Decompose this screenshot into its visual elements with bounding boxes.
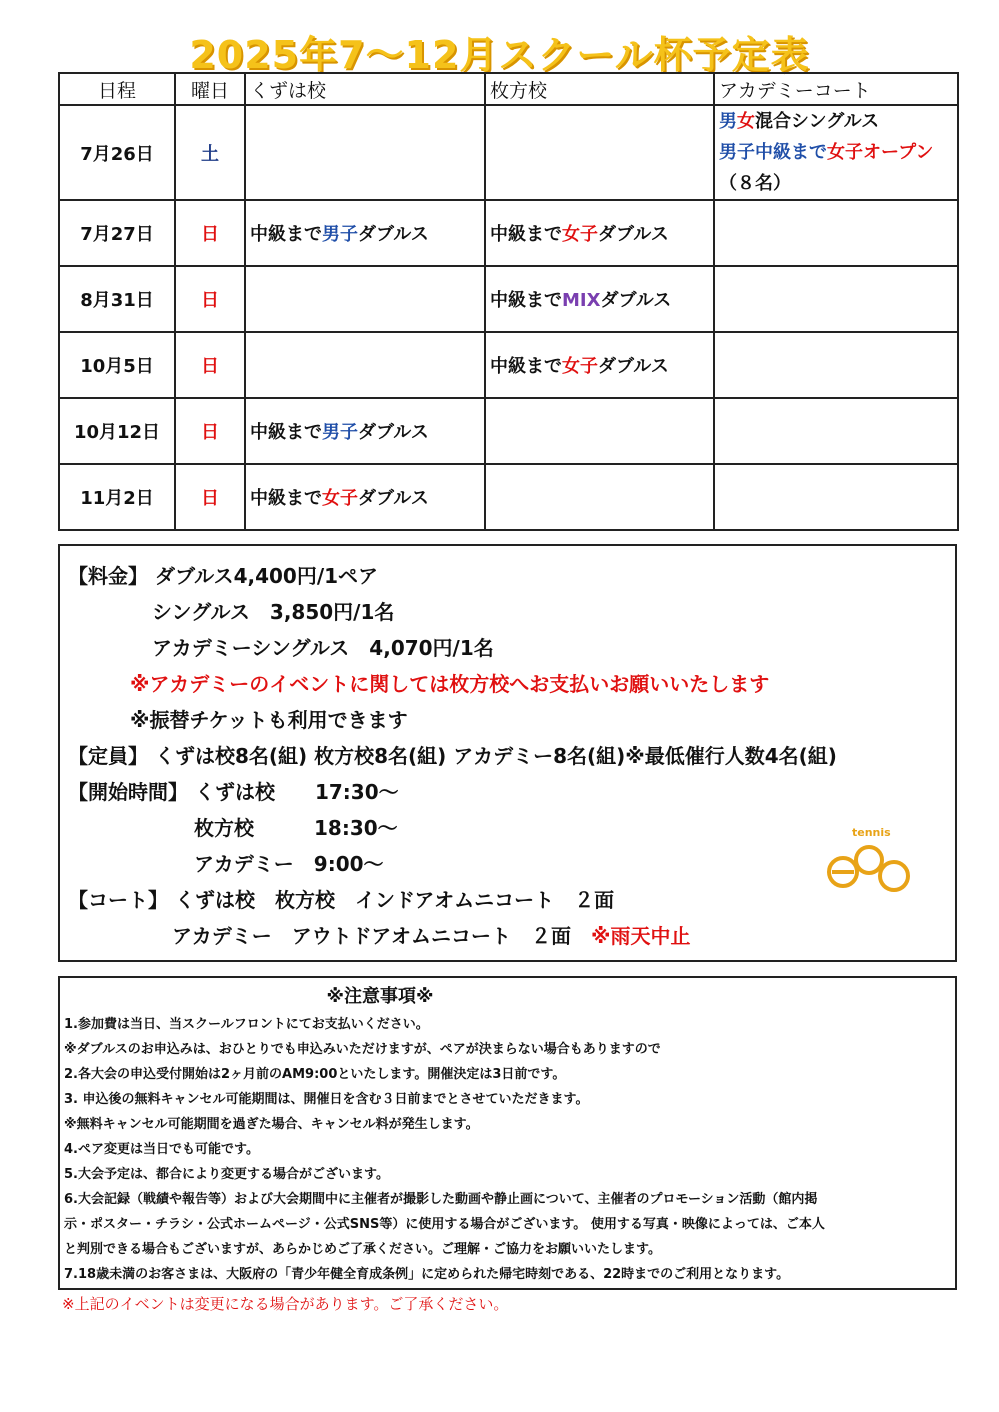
header-date: 日程 <box>59 73 175 105</box>
event-text: ダブルス <box>358 224 429 245</box>
row-hirakata <box>485 200 714 266</box>
court-indoor: 【コート】 くずは校 枚方校 インドアオムニコート ２面 <box>68 888 615 912</box>
row-hirakata <box>485 266 714 332</box>
event-text: 女子 <box>562 224 598 245</box>
event-text: ダブルス <box>358 422 429 443</box>
event-text: 中級まで <box>490 290 562 311</box>
row-academy <box>714 464 958 530</box>
logo-letter-g2 <box>880 862 908 890</box>
event-text: ダブルス <box>598 356 669 377</box>
capacity: 【定員】 くずは校8名(組) 枚方校8名(組) アカデミー8名(組)※最低催行人数4名(組) <box>68 744 837 768</box>
event-text: 男子中級まで <box>719 142 827 163</box>
row-date: 7月27日 <box>59 200 175 266</box>
court-outdoor-text: アカデミー アウトドアオムニコート ２面 <box>172 924 571 948</box>
fee-ticket-note: ※振替チケットも利用できます <box>130 708 408 732</box>
header-academy: アカデミーコート <box>714 73 958 105</box>
event-text: 男子 <box>322 422 358 443</box>
event-text: 女子 <box>562 356 598 377</box>
row-kuzuha <box>245 266 485 332</box>
row-academy <box>714 398 958 464</box>
table-header-row <box>59 73 958 105</box>
row-academy <box>714 200 958 266</box>
row-day: 日 <box>175 332 245 398</box>
event-text: 女子 <box>322 488 358 509</box>
logo-letter-g <box>856 847 882 873</box>
table-row <box>59 105 958 200</box>
event-text: ダブルス <box>358 488 429 509</box>
row-day: 日 <box>175 464 245 530</box>
table-row <box>59 266 958 332</box>
event-text: 女子オープン <box>827 142 934 163</box>
start-time-hirakata: 枚方校 18:30～ <box>194 816 398 840</box>
note-line: ※ダブルスのお申込みは、おひとりでも申込みいただけますが、ペアが決まらない場合もありますので <box>64 1042 661 1057</box>
notes-box <box>58 976 957 1290</box>
schedule-table <box>58 72 959 531</box>
row-kuzuha <box>245 464 485 530</box>
row-date: 11月2日 <box>59 464 175 530</box>
footer-note: ※上記のイベントは変更になる場合があります。ご了承ください。 <box>62 1295 509 1313</box>
row-hirakata <box>485 398 714 464</box>
event-text: 男子 <box>322 224 358 245</box>
note-line: 1.参加費は当日、当スクールフロントにてお支払いください。 <box>64 1017 429 1032</box>
row-kuzuha <box>245 398 485 464</box>
row-date: 7月26日 <box>59 105 175 200</box>
event-text: 女 <box>737 111 755 132</box>
table-row <box>59 200 958 266</box>
fee-singles: シングルス 3,850円/1名 <box>152 600 395 624</box>
notes-title: ※注意事項※ <box>326 986 434 1007</box>
note-line: 示・ポスター・チラシ・公式ホームページ・公式SNS等）に使用する場合がございます。 使用する写真・映像によっては、ご本人 <box>64 1217 825 1232</box>
note-line: 4.ペア変更は当日でも可能です。 <box>64 1142 259 1157</box>
row-hirakata <box>485 105 714 200</box>
court-outdoor <box>172 920 690 949</box>
tennis-egg-logo <box>826 822 916 898</box>
row-day: 日 <box>175 398 245 464</box>
note-line: 6.大会記録（戦績や報告等）および大会期間中に主催者が撮影した動画や静止画について、主催者のプロモーション活動（館内掲 <box>64 1192 818 1207</box>
row-day: 日 <box>175 200 245 266</box>
fee-doubles: 【料金】 ダブルス4,400円/1ペア <box>68 564 379 588</box>
row-kuzuha <box>245 200 485 266</box>
event-text: 中級まで <box>250 488 322 509</box>
row-date: 10月5日 <box>59 332 175 398</box>
page-title: 2025年7～12月スクール杯予定表 <box>189 33 810 77</box>
event-text: ダブルス <box>600 290 672 311</box>
header-hirakata: 枚方校 <box>485 73 714 105</box>
note-line: 5.大会予定は、都合により変更する場合がございます。 <box>64 1167 389 1182</box>
event-text: 混合シングルス <box>755 111 880 132</box>
row-hirakata <box>485 332 714 398</box>
row-date: 10月12日 <box>59 398 175 464</box>
row-hirakata <box>485 464 714 530</box>
row-academy <box>714 332 958 398</box>
note-line: 7.18歳未満のお客さまは、大阪府の「青少年健全育成条例」に定められた帰宅時刻である、22時までのご利用となります。 <box>64 1267 790 1282</box>
note-line: と判別できる場合もございますが、あらかじめご了承ください。ご理解・ご協力をお願いいたします。 <box>64 1242 661 1257</box>
event-text: MIX <box>562 290 601 311</box>
row-day: 日 <box>175 266 245 332</box>
table-row <box>59 464 958 530</box>
event-text: 中級まで <box>250 422 322 443</box>
row-academy <box>714 266 958 332</box>
start-time-kuzuha: 【開始時間】 くずは校 17:30～ <box>68 780 399 804</box>
event-text: ダブルス <box>598 224 669 245</box>
event-text: 中級まで <box>250 224 322 245</box>
start-time-academy: アカデミー 9:00～ <box>194 852 384 876</box>
row-kuzuha <box>245 332 485 398</box>
row-day: 土 <box>175 105 245 200</box>
note-line: 3. 申込後の無料キャンセル可能期間は、開催日を含む３日前までとさせていただきます。 <box>64 1092 589 1107</box>
header-kuzuha: くずは校 <box>245 73 485 105</box>
row-academy <box>714 105 958 200</box>
note-line: ※無料キャンセル可能期間を過ぎた場合、キャンセル料が発生します。 <box>64 1117 479 1132</box>
rain-cancel-note: ※雨天中止 <box>591 924 691 948</box>
row-kuzuha <box>245 105 485 200</box>
event-text: 男 <box>719 111 737 132</box>
table-row <box>59 332 958 398</box>
header-day: 曜日 <box>175 73 245 105</box>
table-row <box>59 398 958 464</box>
fee-payment-note: ※アカデミーのイベントに関しては枚方校へお支払いお願いいたします <box>130 672 770 696</box>
row-date: 8月31日 <box>59 266 175 332</box>
event-text: 中級まで <box>490 224 562 245</box>
logo-text: tennis <box>852 826 891 839</box>
event-text: 中級まで <box>490 356 562 377</box>
fee-academy-singles: アカデミーシングルス 4,070円/1名 <box>152 636 494 660</box>
note-line: 2.各大会の申込受付開始は2ヶ月前のAM9:00といたします。開催決定は3日前です。 <box>64 1067 566 1082</box>
event-text: （８名） <box>719 173 791 194</box>
info-box <box>58 544 957 962</box>
